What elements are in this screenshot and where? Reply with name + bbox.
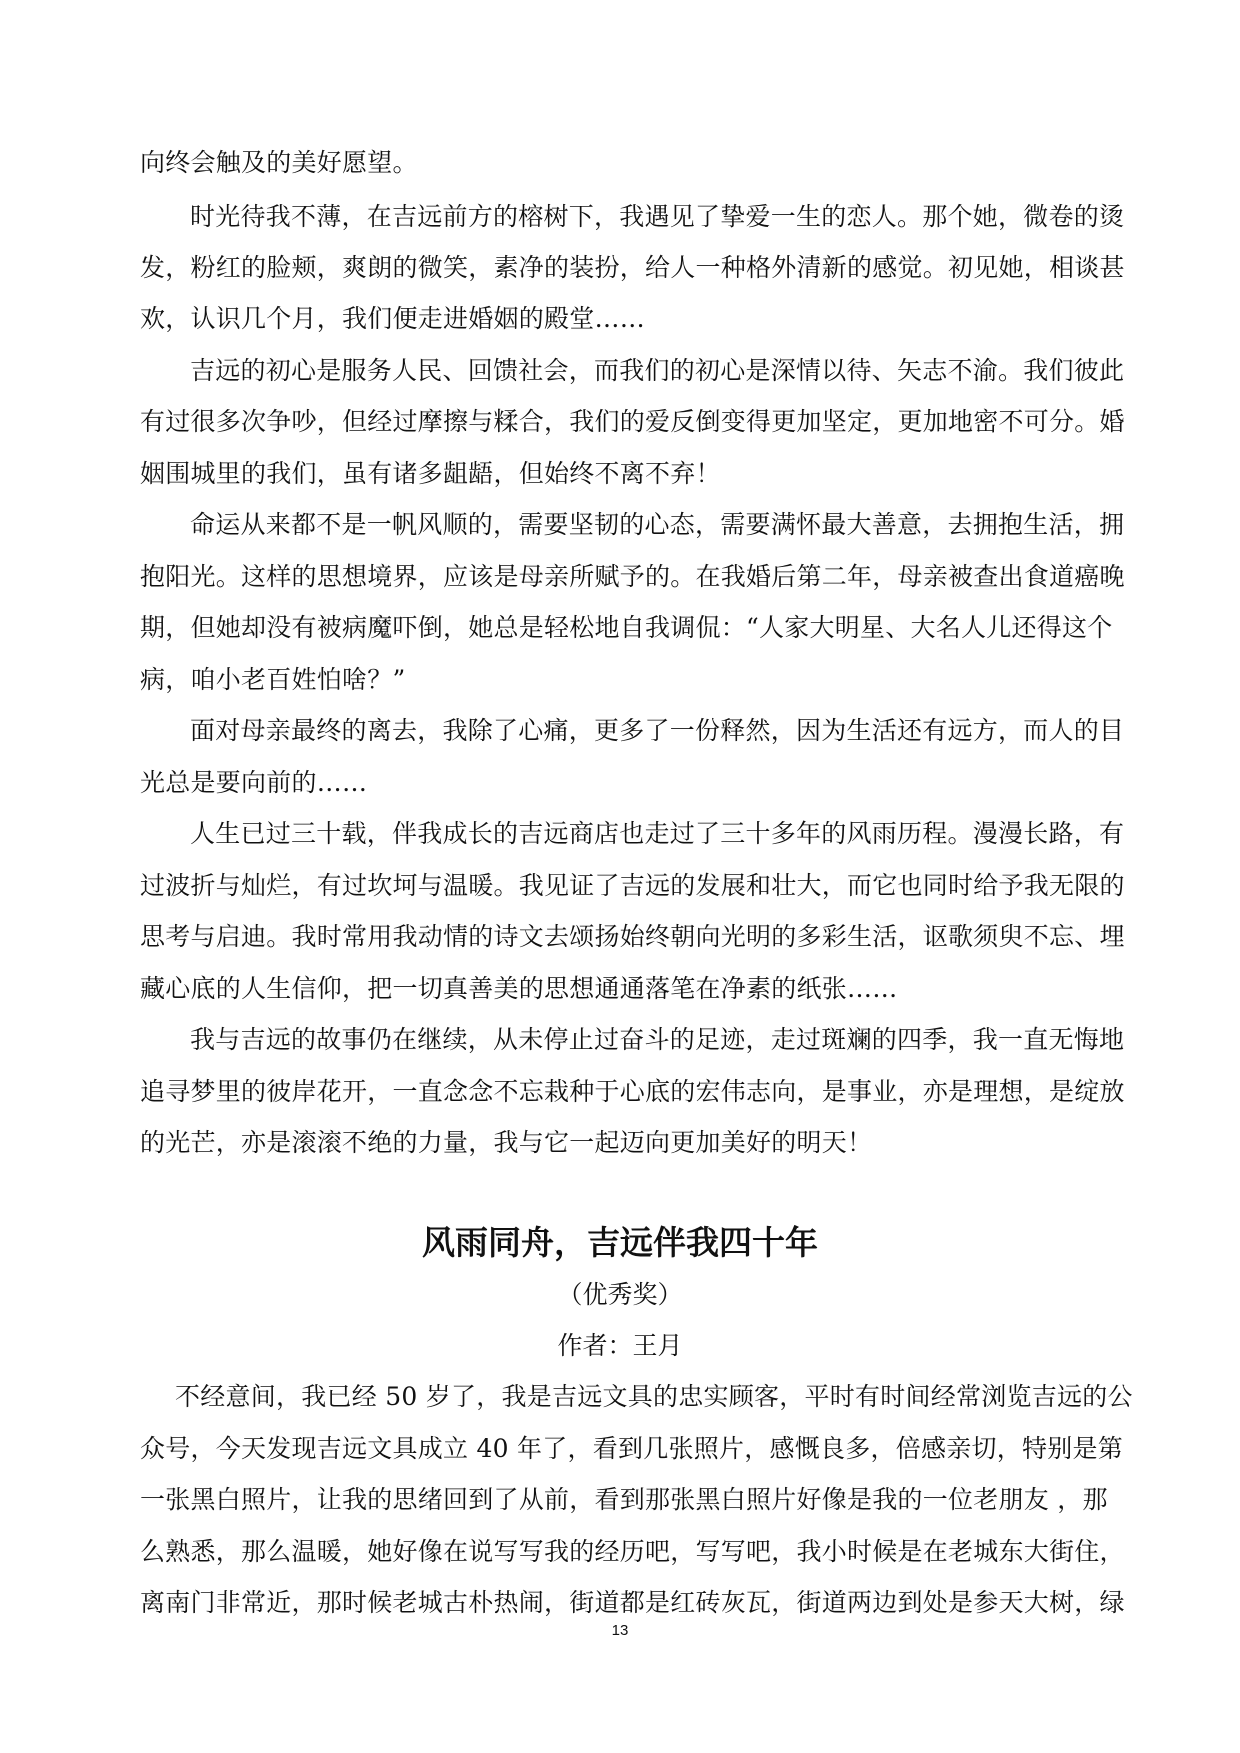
article-title: 风雨同舟，吉远伴我四十年 bbox=[422, 1223, 818, 1262]
paragraph-line: 追寻梦里的彼岸花开，一直念念不忘栽种于心底的宏伟志向，是事业，亦是理想，是绽放 bbox=[140, 1077, 1125, 1106]
paragraph-line: 欢，认识几个月，我们便走进婚姻的殿堂…… bbox=[140, 304, 646, 333]
paragraph-line: 期，但她却没有被病魔吓倒，她总是轻松地自我调侃：“人家大明星、大名人儿还得这个 bbox=[140, 613, 1113, 642]
paragraph-line: 发，粉红的脸颊，爽朗的微笑，素净的装扮，给人一种格外清新的感觉。初见她，相谈甚 bbox=[140, 253, 1125, 282]
paragraph-line: 我与吉远的故事仍在继续，从未停止过奋斗的足迹，走过斑斓的四季，我一直无悔地 bbox=[190, 1025, 1125, 1054]
paragraph-line: 向终会触及的美好愿望。 bbox=[140, 148, 418, 177]
paragraph-line: 离南门非常近，那时候老城古朴热闹，街道都是红砖灰瓦，街道两边到处是参天大树，绿 bbox=[140, 1588, 1125, 1617]
paragraph-line: 么熟悉，那么温暖，她好像在说写写我的经历吧，写写吧，我小时候是在老城东大街住， bbox=[140, 1537, 1125, 1566]
paragraph-line: 抱阳光。这样的思想境界，应该是母亲所赋予的。在我婚后第二年，母亲被查出食道癌晚 bbox=[140, 562, 1125, 591]
paragraph-line: 不经意间，我已经 50 岁了，我是吉远文具的忠实顾客，平时有时间经常浏览吉远的公 bbox=[175, 1382, 1133, 1411]
paragraph-line: 姻围城里的我们，虽有诸多龃龉，但始终不离不弃！ bbox=[140, 459, 721, 488]
paragraph-line: 思考与启迪。我时常用我动情的诗文去颂扬始终朝向光明的多彩生活，讴歌须臾不忘、埋 bbox=[140, 922, 1125, 951]
paragraph-line: 藏心底的人生信仰，把一切真善美的思想通通落笔在净素的纸张…… bbox=[140, 974, 898, 1003]
paragraph-line: 众号，今天发现吉远文具成立 40 年了，看到几张照片，感慨良多，倍感亲切，特别是第 bbox=[140, 1434, 1123, 1463]
paragraph-line: 命运从来都不是一帆风顺的，需要坚韧的心态，需要满怀最大善意，去拥抱生活，拥 bbox=[190, 510, 1125, 539]
paragraph-line: 有过很多次争吵，但经过摩擦与糅合，我们的爱反倒变得更加坚定，更加地密不可分。婚 bbox=[140, 407, 1125, 436]
paragraph-line: 面对母亲最终的离去，我除了心痛，更多了一份释然，因为生活还有远方，而人的目 bbox=[190, 716, 1125, 745]
paragraph-line: 一张黑白照片，让我的思绪回到了从前，看到那张黑白照片好像是我的一位老朋友 ，那 bbox=[140, 1485, 1108, 1514]
award-label: （优秀奖） bbox=[557, 1280, 683, 1309]
paragraph-line: 时光待我不薄，在吉远前方的榕树下，我遇见了挚爱一生的恋人。那个她，微卷的烫 bbox=[190, 202, 1125, 231]
paragraph-line: 病，咱小老百姓怕啥？” bbox=[140, 665, 406, 694]
author-line: 作者：王月 bbox=[557, 1331, 683, 1360]
paragraph-line: 人生已过三十载，伴我成长的吉远商店也走过了三十多年的风雨历程。漫漫长路，有 bbox=[190, 819, 1125, 848]
paragraph-line: 光总是要向前的…… bbox=[140, 768, 368, 797]
paragraph-line: 吉远的初心是服务人民、回馈社会，而我们的初心是深情以待、矢志不渝。我们彼此 bbox=[190, 356, 1125, 385]
page-number: 13 bbox=[611, 1622, 629, 1639]
paragraph-line: 过波折与灿烂，有过坎坷与温暖。我见证了吉远的发展和壮大，而它也同时给予我无限的 bbox=[140, 871, 1125, 900]
paragraph-line: 的光芒，亦是滚滚不绝的力量，我与它一起迈向更加美好的明天！ bbox=[140, 1128, 873, 1157]
